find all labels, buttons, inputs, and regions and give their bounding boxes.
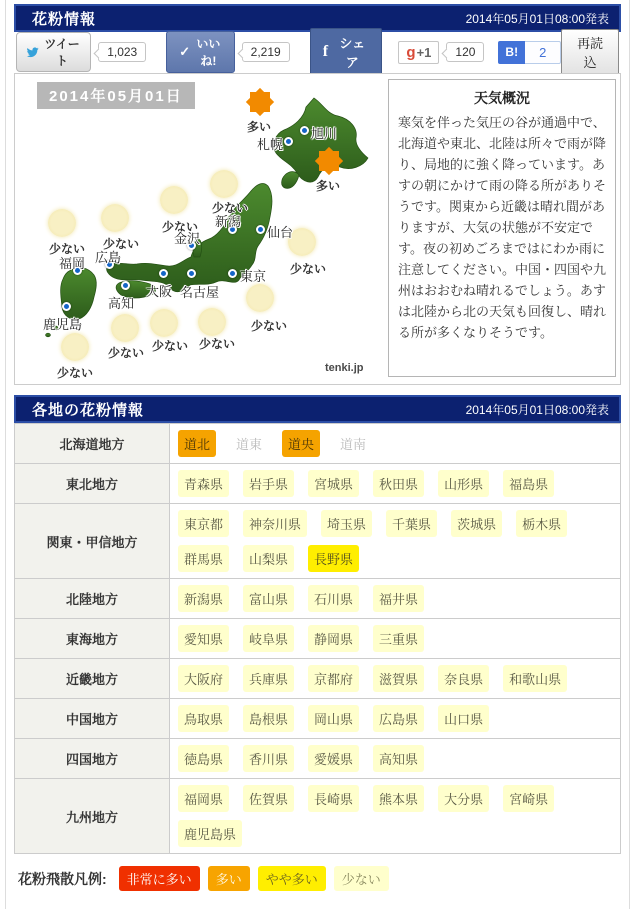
table-row <box>15 504 620 579</box>
prefecture-link[interactable]: 福井県 <box>373 585 424 612</box>
prefecture-link[interactable]: 新潟県 <box>178 585 229 612</box>
pollen-legend <box>18 866 621 891</box>
city-label: 金沢 <box>174 231 201 246</box>
prefecture-link[interactable]: 富山県 <box>243 585 294 612</box>
region-label: 中国地方 <box>15 699 170 738</box>
facebook-share-button[interactable] <box>310 28 383 76</box>
region-prefectures-cell <box>170 779 620 853</box>
table-row <box>15 659 620 699</box>
hatena-b-icon: B! <box>498 41 525 64</box>
low-pollen-circle-icon <box>160 186 188 214</box>
region-label: 北陸地方 <box>15 579 170 618</box>
prefecture-table <box>14 423 621 854</box>
prefecture-link: 道東 <box>236 437 263 452</box>
prefecture-link[interactable]: 兵庫県 <box>243 665 294 692</box>
prefecture-link[interactable]: 京都府 <box>308 665 359 692</box>
prefecture-link[interactable]: 香川県 <box>243 745 294 772</box>
low-pollen-circle-icon <box>150 309 178 337</box>
social-bar <box>16 36 619 70</box>
prefecture-link[interactable]: 徳島県 <box>178 745 229 772</box>
prefecture-link[interactable]: 群馬県 <box>178 545 229 572</box>
city-label: 鹿児島 <box>43 317 83 332</box>
region-prefectures-cell <box>170 504 620 578</box>
city-label: 新潟 <box>215 214 242 229</box>
regional-title: 各地の花粉情報 <box>32 401 145 419</box>
low-pollen-circle-icon <box>101 204 129 232</box>
prefecture-link[interactable]: 滋賀県 <box>373 665 424 692</box>
prefecture-link[interactable]: 茨城県 <box>451 510 502 537</box>
prefecture-link[interactable]: 島根県 <box>243 705 294 732</box>
tweet-count: 1,023 <box>98 42 146 62</box>
region-prefectures-cell <box>170 699 620 738</box>
prefecture-link[interactable]: 愛媛県 <box>308 745 359 772</box>
prefecture-link[interactable]: 宮崎県 <box>503 785 554 812</box>
prefecture-link[interactable]: 高知県 <box>373 745 424 772</box>
city-label: 名古屋 <box>180 285 220 300</box>
region-label: 東海地方 <box>15 619 170 658</box>
google-plus-one-button[interactable] <box>398 41 439 64</box>
low-pollen-circle-icon <box>111 314 139 342</box>
page-container <box>5 0 630 909</box>
map-date-label: 2014年05月01日 <box>37 82 195 109</box>
city-label: 広島 <box>95 250 122 265</box>
tweet-label: ツイート <box>44 37 80 68</box>
region-label: 東北地方 <box>15 464 170 503</box>
prefecture-link[interactable]: 石川県 <box>308 585 359 612</box>
high-pollen-label: 多い <box>247 120 272 134</box>
prefecture-link[interactable]: 道央 <box>282 430 320 457</box>
gplus-count: 120 <box>446 42 484 62</box>
table-row <box>15 779 620 854</box>
low-pollen-circle-icon <box>61 333 89 361</box>
legend-item: 多い <box>208 866 250 891</box>
city-label: 札幌 <box>257 137 284 152</box>
prefecture-link[interactable]: 秋田県 <box>373 470 424 497</box>
prefecture-link[interactable]: 岩手県 <box>243 470 294 497</box>
low-pollen-circle-icon <box>198 308 226 336</box>
facebook-like-button[interactable] <box>166 31 234 73</box>
high-pollen-burst-icon <box>247 89 273 115</box>
city-label: 旭川 <box>311 126 338 141</box>
low-pollen-label: 少ない <box>57 366 94 380</box>
tweet-button[interactable] <box>16 32 91 72</box>
high-pollen-label: 多い <box>316 179 341 193</box>
prefecture-link[interactable]: 鳥取県 <box>178 705 229 732</box>
table-row <box>15 464 620 504</box>
low-pollen-label: 少ない <box>251 319 288 333</box>
region-prefectures-cell <box>170 659 620 698</box>
table-row <box>15 619 620 659</box>
prefecture-link[interactable]: 静岡県 <box>308 625 359 652</box>
prefecture-link[interactable]: 栃木県 <box>516 510 567 537</box>
region-label: 四国地方 <box>15 739 170 778</box>
prefecture-link[interactable]: 大分県 <box>438 785 489 812</box>
google-g-icon: g <box>406 43 416 61</box>
low-pollen-label: 少ない <box>108 346 145 360</box>
weather-overview-title: 天気概況 <box>474 90 530 106</box>
low-pollen-label: 少ない <box>103 237 140 251</box>
table-row <box>15 424 620 464</box>
prefecture-link[interactable]: 山形県 <box>438 470 489 497</box>
prefecture-link[interactable]: 愛知県 <box>178 625 229 652</box>
japan-pollen-map <box>17 76 389 382</box>
city-label: 福岡 <box>59 256 86 271</box>
city-dot-icon <box>300 126 309 135</box>
prefecture-link[interactable]: 長崎県 <box>308 785 359 812</box>
low-pollen-circle-icon <box>210 170 238 198</box>
prefecture-link[interactable]: 青森県 <box>178 470 229 497</box>
prefecture-link[interactable]: 千葉県 <box>386 510 437 537</box>
legend-item: 非常に多い <box>119 866 200 891</box>
weather-overview-box <box>388 79 616 377</box>
published-timestamp: 2014年05月01日08:00発表 <box>465 11 609 26</box>
prefecture-link[interactable]: 鹿児島県 <box>178 820 242 847</box>
prefecture-link[interactable]: 福島県 <box>503 470 554 497</box>
table-row <box>15 739 620 779</box>
share-label: シェア <box>339 36 366 70</box>
low-pollen-label: 少ない <box>49 242 86 256</box>
city-dot-icon <box>159 269 168 278</box>
weather-overview-text: 寒気を伴った気圧の谷が通過中で、北海道や東北、北陸は所々で雨が降り、局地的に強く降っています。あすの朝にかけて雨の降る所がありそうです。関東から近畿は晴れ間がありますが、大気の状態が不安定です。夜の初めごろまではにわか雨に注意してください。中国・四国や九州はおおむね晴れるでしょう。あすは北陸から北の天気も回復し、晴れる所が多くなりそうです。 <box>398 115 607 341</box>
city-label: 高知 <box>108 296 135 311</box>
regional-pollen-header <box>14 395 621 423</box>
prefecture-link[interactable]: 埼玉県 <box>321 510 372 537</box>
prefecture-link[interactable]: 岡山県 <box>308 705 359 732</box>
low-pollen-label: 少ない <box>212 201 249 215</box>
region-label: 北海道地方 <box>15 424 170 463</box>
legend-caption: 花粉飛散凡例: <box>18 870 107 887</box>
legend-item: やや多い <box>258 866 326 891</box>
prefecture-link[interactable]: 東京都 <box>178 510 229 537</box>
prefecture-link[interactable]: 和歌山県 <box>503 665 567 692</box>
twitter-bird-icon <box>26 46 39 59</box>
like-label: いいね! <box>196 37 221 68</box>
low-pollen-label: 少ない <box>152 339 189 353</box>
prefecture-link[interactable]: 福岡県 <box>178 785 229 812</box>
table-row <box>15 579 620 619</box>
prefecture-link[interactable]: 岐阜県 <box>243 625 294 652</box>
prefecture-link[interactable]: 神奈川県 <box>243 510 307 537</box>
region-prefectures-cell <box>170 579 620 618</box>
city-dot-icon <box>284 137 293 146</box>
hatena-bookmark-button[interactable] <box>498 41 561 64</box>
prefecture-link[interactable]: 山口県 <box>438 705 489 732</box>
region-label: 九州地方 <box>15 779 170 853</box>
prefecture-link[interactable]: 大阪府 <box>178 665 229 692</box>
plus-one-label: +1 <box>416 44 432 60</box>
region-prefectures-cell <box>170 739 620 778</box>
city-dot-icon <box>228 269 237 278</box>
region-prefectures-cell <box>170 619 620 658</box>
low-pollen-circle-icon <box>246 284 274 312</box>
prefecture-link[interactable]: 山梨県 <box>243 545 294 572</box>
city-dot-icon <box>187 269 196 278</box>
city-dot-icon <box>62 302 71 311</box>
like-count: 2,219 <box>242 42 290 62</box>
hatena-count: 2 <box>525 41 561 64</box>
high-pollen-burst-icon <box>316 148 342 174</box>
prefecture-link[interactable]: 熊本県 <box>373 785 424 812</box>
prefecture-link: 道南 <box>340 437 367 452</box>
check-icon: ✓ <box>179 44 191 59</box>
city-label: 大阪 <box>146 284 173 299</box>
region-prefectures-cell <box>170 424 620 463</box>
prefecture-link[interactable]: 長野県 <box>308 545 359 572</box>
city-label: 東京 <box>240 269 267 284</box>
low-pollen-label: 少ない <box>162 220 199 234</box>
prefecture-link[interactable]: 奈良県 <box>438 665 489 692</box>
city-dot-icon <box>121 281 130 290</box>
region-label: 近畿地方 <box>15 659 170 698</box>
city-dot-icon <box>256 225 265 234</box>
low-pollen-label: 少ない <box>290 262 327 276</box>
prefecture-link[interactable]: 道北 <box>178 430 216 457</box>
tenki-watermark: tenki.jp <box>325 362 364 374</box>
regional-published-timestamp: 2014年05月01日08:00発表 <box>465 402 609 417</box>
low-pollen-label: 少ない <box>199 337 236 351</box>
low-pollen-circle-icon <box>48 209 76 237</box>
facebook-f-icon: f <box>322 43 329 60</box>
prefecture-link[interactable]: 宮城県 <box>308 470 359 497</box>
prefecture-link[interactable]: 佐賀県 <box>243 785 294 812</box>
region-prefectures-cell <box>170 464 620 503</box>
pollen-map-panel <box>14 73 621 385</box>
prefecture-link[interactable]: 広島県 <box>373 705 424 732</box>
city-label: 仙台 <box>267 225 294 240</box>
page-title: 花粉情報 <box>32 10 97 28</box>
region-label: 関東・甲信地方 <box>15 504 170 578</box>
prefecture-link[interactable]: 三重県 <box>373 625 424 652</box>
legend-item: 少ない <box>334 866 389 891</box>
table-row <box>15 699 620 739</box>
reload-button[interactable]: 再読込 <box>561 29 619 75</box>
